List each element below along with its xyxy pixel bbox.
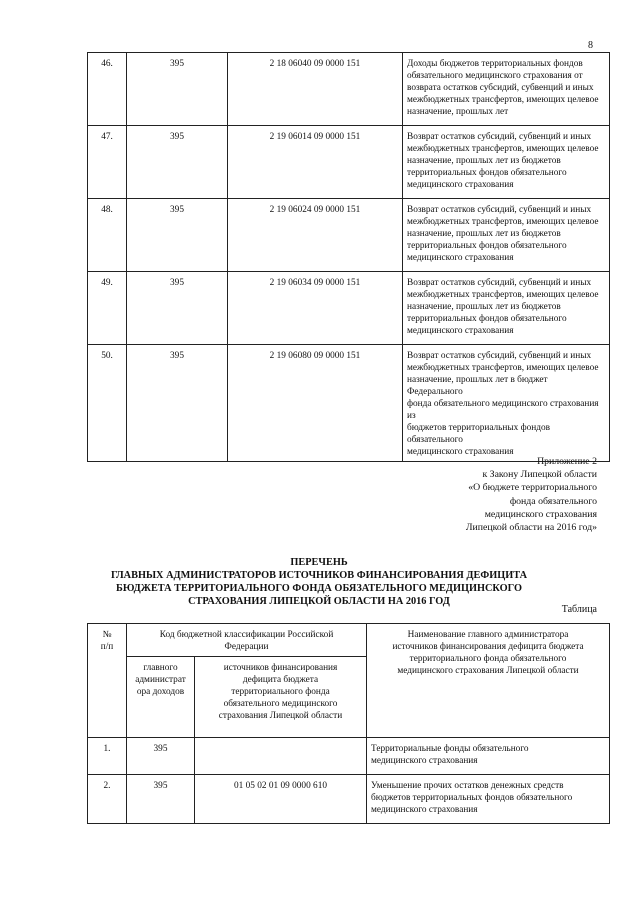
header-text: № xyxy=(102,630,112,640)
row-name-line: Доходы бюджетов территориальных фондов xyxy=(407,59,583,69)
row-name-line: медицинского страхования xyxy=(371,756,478,766)
header-text: ора доходов xyxy=(136,687,185,697)
appendix-line: «О бюджете территориального xyxy=(468,482,597,494)
row-name xyxy=(403,345,610,462)
appendix-heading xyxy=(400,455,597,534)
row-num: 1. xyxy=(88,738,127,775)
row-name-line: межбюджетных трансфертов, имеющих целевое xyxy=(407,363,599,373)
row-name-line: возврата остатков субсидий, субвенций и иных xyxy=(407,83,594,93)
document-title xyxy=(100,556,538,608)
row-name-line: медицинского страхования xyxy=(407,253,514,263)
table-row xyxy=(88,126,610,199)
table-row xyxy=(88,738,610,775)
row-name-line: межбюджетных трансфертов, имеющих целевое xyxy=(407,290,599,300)
appendix-line: медицинского страхования xyxy=(484,508,597,520)
row-revenue-code: 2 18 06040 09 0000 151 xyxy=(228,53,403,126)
header-text: Код бюджетной классификации Российской xyxy=(159,630,334,640)
row-revenue-code: 2 19 06014 09 0000 151 xyxy=(228,126,403,199)
header-text: обязательного медицинского xyxy=(223,699,338,709)
header-text: администрат xyxy=(135,675,186,685)
row-admin-code: 395 xyxy=(127,272,228,345)
header-text: медицинского страхования Липецкой области xyxy=(397,666,579,676)
row-name-line: бюджетов территориальных фондов обязательного xyxy=(371,793,573,803)
row-name-line: бюджетов территориальных фондов обязательного xyxy=(407,423,551,445)
row-name xyxy=(403,53,610,126)
page-number: 8 xyxy=(588,40,593,51)
row-name-line: Территориальные фонды обязательного xyxy=(371,744,529,754)
row-name-line: территориальных фондов обязательного xyxy=(407,314,567,324)
header-text: страхования Липецкой области xyxy=(218,711,343,721)
header-name xyxy=(367,624,610,738)
row-num: 47. xyxy=(88,126,127,199)
row-admin-code: 395 xyxy=(127,738,195,775)
revenue-codes-table-continued xyxy=(87,52,610,462)
table-row xyxy=(88,345,610,462)
row-source-code: 01 05 02 01 09 0000 610 xyxy=(195,775,367,824)
row-source-code xyxy=(195,738,367,775)
row-name-line: Возврат остатков субсидий, субвенций и иных xyxy=(407,351,592,361)
row-name-line: медицинского страхования xyxy=(371,805,478,815)
row-name-line: межбюджетных трансфертов, имеющих целевое xyxy=(407,144,599,154)
header-text: территориального фонда обязательного xyxy=(409,654,567,664)
appendix-line: Липецкой области на 2016 год» xyxy=(465,522,597,534)
row-admin-code: 395 xyxy=(127,126,228,199)
header-source xyxy=(195,657,367,738)
header-admin xyxy=(127,657,195,738)
row-name-line: фонда обязательного медицинского страхования из xyxy=(407,399,599,421)
row-name-line: медицинского страхования xyxy=(407,326,514,336)
header-text: территориального фонда xyxy=(231,687,330,697)
row-name-line: межбюджетных трансфертов, имеющих целевое xyxy=(407,95,599,105)
row-name xyxy=(403,126,610,199)
row-name-line: назначение, прошлых лет из бюджетов xyxy=(407,156,561,166)
table-row xyxy=(88,272,610,345)
row-name-line: медицинского страхования xyxy=(407,447,514,457)
table-label: Таблица xyxy=(561,604,597,615)
header-text: дефицита бюджета xyxy=(242,675,319,685)
row-admin-code: 395 xyxy=(127,775,195,824)
row-name-line: межбюджетных трансфертов, имеющих целевое xyxy=(407,217,599,227)
row-num: 46. xyxy=(88,53,127,126)
row-admin-code: 395 xyxy=(127,53,228,126)
title-line: СТРАХОВАНИЯ ЛИПЕЦКОЙ ОБЛАСТИ НА 2016 ГОД xyxy=(188,596,450,607)
row-name-line: Возврат остатков субсидий, субвенций и иных xyxy=(407,278,592,288)
title-line: БЮДЖЕТА ТЕРРИТОРИАЛЬНОГО ФОНДА ОБЯЗАТЕЛЬНОГО МЕДИЦИНСКОГО xyxy=(116,583,522,594)
header-text: п/п xyxy=(100,642,114,652)
header-code-group xyxy=(127,624,367,657)
table-row xyxy=(88,199,610,272)
row-admin-code: 395 xyxy=(127,199,228,272)
row-num: 49. xyxy=(88,272,127,345)
row-name xyxy=(367,775,610,824)
row-revenue-code: 2 19 06034 09 0000 151 xyxy=(228,272,403,345)
header-text: главного xyxy=(143,663,178,673)
row-name-line: назначение, прошлых лет в бюджет Федерального xyxy=(407,375,548,397)
row-name-line: Уменьшение прочих остатков денежных средств xyxy=(371,781,564,791)
row-name xyxy=(403,272,610,345)
financing-sources-table xyxy=(87,623,610,824)
row-name-line: Возврат остатков субсидий, субвенций и иных xyxy=(407,205,592,215)
row-num: 48. xyxy=(88,199,127,272)
row-name-line: обязательного медицинского страхования от xyxy=(407,71,583,81)
row-revenue-code: 2 19 06024 09 0000 151 xyxy=(228,199,403,272)
row-name-line: территориальных фондов обязательного xyxy=(407,168,567,178)
row-name-line: территориальных фондов обязательного xyxy=(407,241,567,251)
row-name-line: назначение, прошлых лет xyxy=(407,107,509,117)
title-line: ПЕРЕЧЕНЬ xyxy=(290,557,348,568)
header-text: источников финансирования дефицита бюджета xyxy=(392,642,584,652)
row-name-line: медицинского страхования xyxy=(407,180,514,190)
appendix-line: фонда обязательного xyxy=(509,495,597,507)
row-revenue-code: 2 19 06080 09 0000 151 xyxy=(228,345,403,462)
row-name-line: Возврат остатков субсидий, субвенций и иных xyxy=(407,132,592,142)
table-row xyxy=(88,775,610,824)
appendix-line: Приложение 2 xyxy=(537,456,597,467)
row-name xyxy=(367,738,610,775)
header-text: Федерации xyxy=(224,642,269,652)
row-name-line: назначение, прошлых лет из бюджетов xyxy=(407,229,561,239)
header-num xyxy=(88,624,127,738)
header-text: Наименование главного администратора xyxy=(407,630,569,640)
appendix-line: к Закону Липецкой области xyxy=(482,469,597,481)
table-row xyxy=(88,53,610,126)
row-num: 50. xyxy=(88,345,127,462)
title-line: ГЛАВНЫХ АДМИНИСТРАТОРОВ ИСТОЧНИКОВ ФИНАНСИРОВАНИЯ ДЕФИЦИТА xyxy=(110,570,528,581)
row-num: 2. xyxy=(88,775,127,824)
table-header-row xyxy=(88,624,610,657)
row-admin-code: 395 xyxy=(127,345,228,462)
row-name xyxy=(403,199,610,272)
header-text: источников финансирования xyxy=(223,663,338,673)
row-name-line: назначение, прошлых лет из бюджетов xyxy=(407,302,561,312)
